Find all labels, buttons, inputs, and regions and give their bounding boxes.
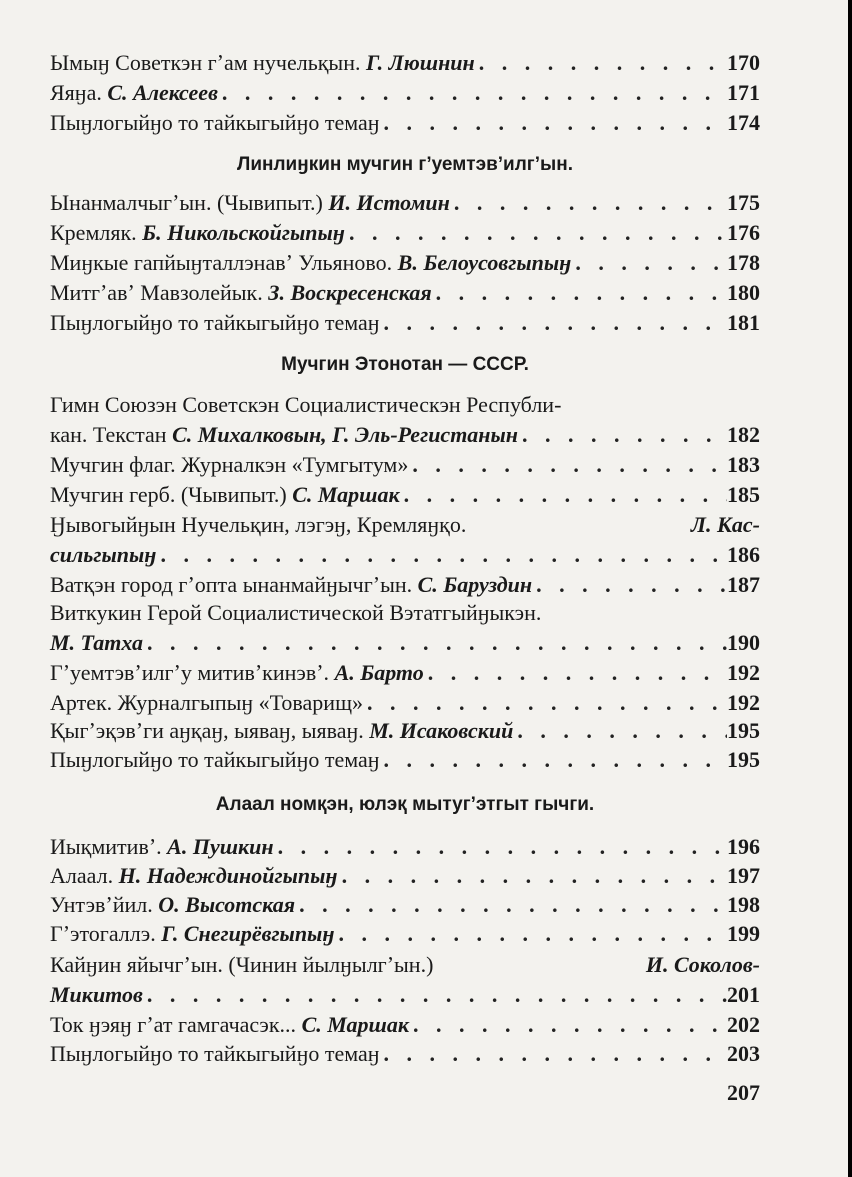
toc-entry[interactable] [50,78,760,108]
page-number: 195 [727,718,760,743]
page-number: 203 [727,1041,760,1066]
toc-entry[interactable] [50,108,760,138]
toc-entry[interactable] [50,390,760,450]
entry-author: Г. Снегирёвгыпыӈ [161,921,335,946]
entry-author: С. Баруздин [417,572,533,597]
toc-entry[interactable] [50,1039,760,1069]
dot-leader [450,188,727,218]
page-number: 195 [727,747,760,772]
entry-title-line1: Кайӈин яйычгʼын. (Чинин йылӈылгʼын.) [50,952,434,977]
dot-leader [380,108,727,138]
folio-page-number: 207 [727,1080,760,1105]
entry-title: кан. Текстан [50,422,167,447]
entry-title: Ватқэн город гʼопта ынанмайӈычгʼын. [50,572,413,597]
section-heading: Алаал номқэн, юлэқ мытугʼэтгыт гычги. [215,794,595,815]
page-number: 199 [727,921,760,946]
toc-entry[interactable] [50,745,760,775]
entry-title: Миӈкые гапйыӈталлэнавʼ Ульяново. [50,250,393,275]
toc-entry[interactable] [50,832,760,862]
dot-leader [363,688,727,718]
dot-leader [532,570,727,600]
entry-author: В. Белоусовгыпыӈ [397,250,572,275]
page-number: 197 [727,863,760,888]
dot-leader [432,278,727,308]
entry-title: Митгʼавʼ Мавзолейык. [50,280,263,305]
toc-entry[interactable] [50,1010,760,1040]
entry-author: И. Истомин [328,190,450,215]
page-number: 186 [727,542,760,567]
dot-leader [274,832,727,862]
entry-title: Иықмитивʼ. [50,834,162,859]
page-number: 196 [727,834,760,859]
toc-entry[interactable] [50,598,760,658]
entry-title: Гʼуемтэвʼилгʼу митивʼкинэвʼ. [50,660,330,685]
entry-title-line1: Виткукин Герой Социалистической Вэтатгыйӈыкэн. [50,600,542,625]
toc-entry[interactable] [50,658,760,688]
entry-title: Кремляк. [50,220,137,245]
page-number: 180 [727,280,760,305]
toc-entry[interactable] [50,570,760,600]
toc-entry[interactable] [50,450,760,480]
toc-entry[interactable] [50,919,760,949]
page-number: 175 [727,190,760,215]
toc-entry[interactable] [50,950,760,1010]
dot-leader [475,48,727,78]
dot-leader [295,890,727,920]
entry-title: Унтэвʼйил. [50,892,153,917]
page-number: 185 [727,482,760,507]
entry-author: Н. Надеждинойгыпыӈ [118,863,338,888]
page-number: 198 [727,892,760,917]
entry-author-line1: И. Соколов- [645,952,760,977]
entry-title: Пыӈлогыйӈо то тайкыгыйӈо темаӈ [50,310,380,335]
entry-title: Артек. Журналгыпыӈ «Товарищ» [50,690,364,715]
entry-author: С. Алексеев [107,80,218,105]
entry-author: С. Маршак [292,482,400,507]
page-number: 178 [727,250,760,275]
page-number: 183 [727,452,760,477]
page-number: 182 [727,422,760,447]
dot-leader [345,218,727,248]
entry-author: Микитов [50,982,143,1007]
toc-entry[interactable] [50,890,760,920]
entry-title: Ток ӈэяӈ гʼат гамгачасэк... [50,1012,297,1037]
dot-leader [380,308,727,338]
entry-author: М. Исаковский [369,718,514,743]
entry-author: А. Барто [334,660,424,685]
toc-entry[interactable] [50,248,760,278]
entry-title: Гʼэтогаллэ. [50,921,156,946]
entry-title: Пыӈлогыйӈо то тайкыгыйӈо темаӈ [50,747,380,772]
entry-author: Г. Люшнин [365,50,475,75]
toc-entry[interactable] [50,48,760,78]
toc-entry[interactable] [50,218,760,248]
toc-entry[interactable] [50,716,760,746]
dot-leader [408,450,727,480]
toc-entry[interactable] [50,308,760,338]
entry-title: Яяӈа. [50,80,102,105]
dot-leader [143,980,727,1010]
entry-title: Ынанмалчыгʼын. (Чывипыт.) [50,190,323,215]
entry-title-line1: Ӈывогыйӈын Нучельқин, лэгэӈ, Кремляӈқо. [50,512,467,537]
page-number: 174 [727,110,760,135]
entry-author: Б. Никольскойгыпыӈ [142,220,346,245]
entry-author: сильгыпыӈ [50,542,157,567]
dot-leader [571,248,727,278]
entry-author: О. Высотская [158,892,296,917]
entry-title: Пыӈлогыйӈо то тайкыгыйӈо темаӈ [50,110,380,135]
entry-title: Ымыӈ Советкэн гʼам нучельқын. [50,50,361,75]
entry-author: М. Татха [50,630,144,655]
toc-entry[interactable] [50,861,760,891]
toc-entry[interactable] [50,688,760,718]
page-number: 170 [727,50,760,75]
dot-leader [156,540,727,570]
entry-title: Пыӈлогыйӈо то тайкыгыйӈо темаӈ [50,1041,380,1066]
dot-leader [218,78,727,108]
entry-title: Мучгин флаг. Журналкэн «Тумгытум» [50,452,409,477]
entry-title: Мучгин герб. (Чывипыт.) [50,482,287,507]
dot-leader [380,745,727,775]
dot-leader [338,861,727,891]
entry-title: Қыгʼэқэвʼги аӈқаӈ, ыяваӈ, ыяваӈ. [50,718,364,743]
entry-author: З. Воскресенская [268,280,432,305]
dot-leader [143,628,727,658]
page-number: 190 [727,630,760,655]
entry-author: С. Маршак [301,1012,409,1037]
entry-title: Алаал. [50,863,114,888]
toc-entry[interactable] [50,278,760,308]
section-heading: Линлиӈкин мучгин гʼуемтэвʼилгʼын. [237,154,573,175]
entry-author: А. Пушкин [167,834,274,859]
page-number: 201 [727,982,760,1007]
toc-entry[interactable] [50,510,760,570]
page-number: 192 [727,660,760,685]
dot-leader [380,1039,727,1069]
page-number: 181 [727,310,760,335]
dot-leader [518,420,727,450]
page-number: 192 [727,690,760,715]
dot-leader [513,716,727,746]
dot-leader [400,480,727,510]
dot-leader [409,1010,727,1040]
dot-leader [335,919,727,949]
page-number: 187 [727,572,760,597]
section-heading: Мучгин Этонотан — СССР. [281,354,529,375]
toc-entry[interactable] [50,188,760,218]
entry-author: С. Михалковын, Г. Эль-Регистанын [172,422,518,447]
page-number: 171 [727,80,760,105]
toc-entry[interactable] [50,480,760,510]
entry-title-line1: Гимн Союзэн Советскэн Социалистическэн Республи- [50,392,562,417]
page-number: 176 [727,220,760,245]
entry-author-line1: Л. Кас- [690,512,760,537]
page-number: 202 [727,1012,760,1037]
dot-leader [424,658,727,688]
